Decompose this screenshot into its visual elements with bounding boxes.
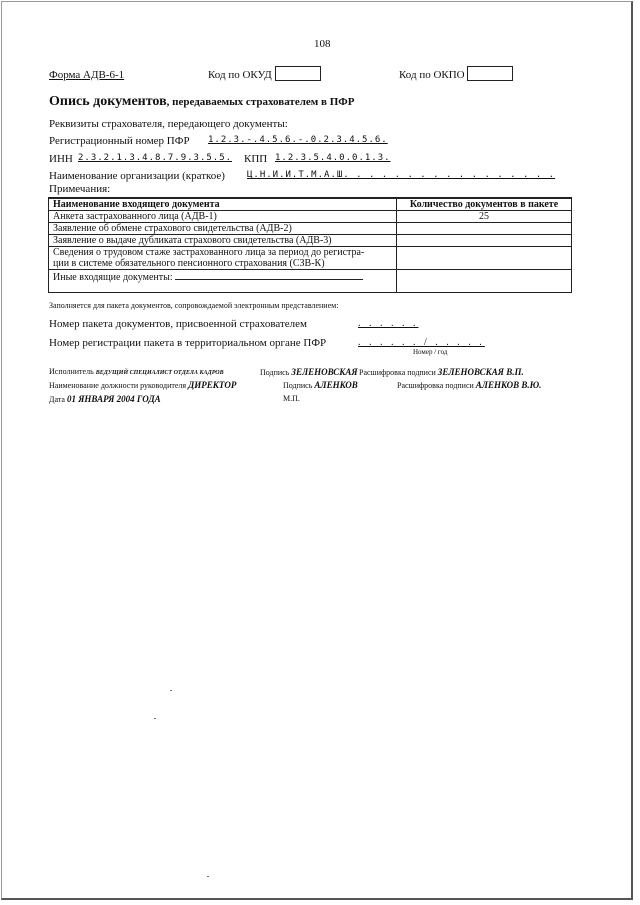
head-decode: АЛЕНКОВ В.Ю.	[475, 380, 542, 390]
head-sign: АЛЕНКОВ	[314, 380, 358, 390]
table-row	[49, 270, 572, 293]
table-row	[49, 247, 572, 270]
doc-name-cell	[49, 270, 397, 293]
stamp-place: М.П.	[283, 394, 300, 403]
doc-name-line: Сведения о трудовом стаже застрахованного лица за период до регистра-	[53, 247, 365, 258]
head-line	[49, 380, 236, 390]
other-docs-label: Иные входящие документы:	[53, 272, 173, 283]
reg-number-label: Регистрационный номер ПФР	[49, 135, 190, 147]
table-row	[49, 211, 572, 223]
other-docs-input-line[interactable]	[175, 270, 363, 280]
executor-value: ВЕДУЩИЙ СПЕЦИАЛИСТ ОТДЕЛА КАДРОВ	[95, 370, 224, 376]
notes-label: Примечания:	[49, 183, 111, 195]
okud-code-box[interactable]	[275, 66, 321, 81]
head-decode-line	[397, 380, 541, 390]
table-row	[49, 235, 572, 247]
inn-label: ИНН	[49, 153, 73, 165]
okpo-label: Код по ОКПО	[399, 69, 465, 81]
requisites-heading: Реквизиты страхователя, передающего документы:	[49, 118, 288, 130]
date-value: 01 ЯНВАРЯ 2004 ГОДА	[66, 394, 161, 404]
kpp-value: 1.2.3.5.4.0.0.1.3.	[275, 153, 391, 163]
document-title	[49, 94, 354, 110]
decode-label: Расшифровка подписи	[397, 381, 474, 390]
executor-line	[49, 367, 224, 376]
doc-name-cell: Анкета застрахованного лица (АДВ-1)	[49, 211, 397, 223]
executor-decode-line	[359, 367, 524, 377]
doc-name-cell: Заявление об обмене страхового свидетельства (АДВ-2)	[49, 223, 397, 235]
reg-number-value: 1.2.3.-.4.5.6.-.0.2.3.4.5.6.	[208, 135, 388, 145]
number-year-caption: Номер / год	[413, 348, 448, 356]
doc-qty-cell	[397, 235, 572, 247]
date-line	[49, 394, 161, 404]
package-number-value: . . . . . .	[358, 318, 419, 329]
sign-label: Подпись	[283, 381, 313, 390]
scan-speck	[154, 718, 156, 719]
title-rest: , передаваемых страхователем в ПФР	[166, 96, 355, 108]
title-main: Опись документов	[49, 94, 167, 109]
doc-name-cell	[49, 247, 397, 270]
doc-qty-cell	[397, 270, 572, 293]
inn-value: 2.3.2.1.3.4.8.7.9.3.5.5.	[78, 153, 233, 163]
okpo-code-box[interactable]	[467, 66, 513, 81]
doc-qty-cell	[397, 247, 572, 270]
executor-sign-line	[260, 367, 358, 377]
executor-label: Исполнитель	[49, 367, 94, 376]
doc-name-line: ции в системе обязательного пенсионного страхования (СЗВ-К)	[53, 258, 325, 269]
documents-table	[48, 197, 572, 293]
page-number: 108	[314, 38, 331, 50]
col-doc-header: Наименование входящего документа	[49, 198, 397, 211]
scan-speck	[170, 690, 172, 691]
doc-name-cell: Заявление о выдаче дубликата страхового свидетельства (АДВ-3)	[49, 235, 397, 247]
form-name: Форма АДВ-6-1	[49, 69, 125, 81]
registration-number-value: . . . . . . / . . . . .	[358, 337, 485, 348]
head-sign-line	[283, 380, 358, 390]
org-name-value: Ц.Н.И.И.Т.М.А.Ш. . . . . . . . . . . . . . . . .	[247, 170, 556, 180]
sign-label: Подпись	[260, 368, 290, 377]
head-value: ДИРЕКТОР	[188, 380, 237, 390]
doc-qty-cell	[397, 223, 572, 235]
doc-qty-cell: 25	[397, 211, 572, 223]
table-header-row	[49, 198, 572, 211]
document-page	[1, 1, 633, 900]
org-name-label: Наименование организации (краткое)	[49, 170, 225, 182]
decode-label: Расшифровка подписи	[359, 368, 436, 377]
date-label: Дата	[49, 395, 65, 404]
electronic-note: Заполняется для пакета документов, сопровождаемой электронным представлением:	[49, 301, 339, 310]
head-label: Наименование должности руководителя	[49, 381, 187, 390]
executor-decode: ЗЕЛЕНОВСКАЯ В.П.	[437, 367, 524, 377]
package-number-label: Номер пакета документов, присвоенной страхователем	[49, 318, 308, 330]
scan-speck	[207, 876, 209, 877]
registration-number-label: Номер регистрации пакета в территориальном органе ПФР	[49, 337, 327, 349]
table-row	[49, 223, 572, 235]
kpp-label: КПП	[244, 153, 268, 165]
executor-sign: ЗЕЛЕНОВСКАЯ	[291, 367, 358, 377]
okud-label: Код по ОКУД	[208, 69, 272, 81]
col-qty-header: Количество документов в пакете	[397, 198, 572, 211]
